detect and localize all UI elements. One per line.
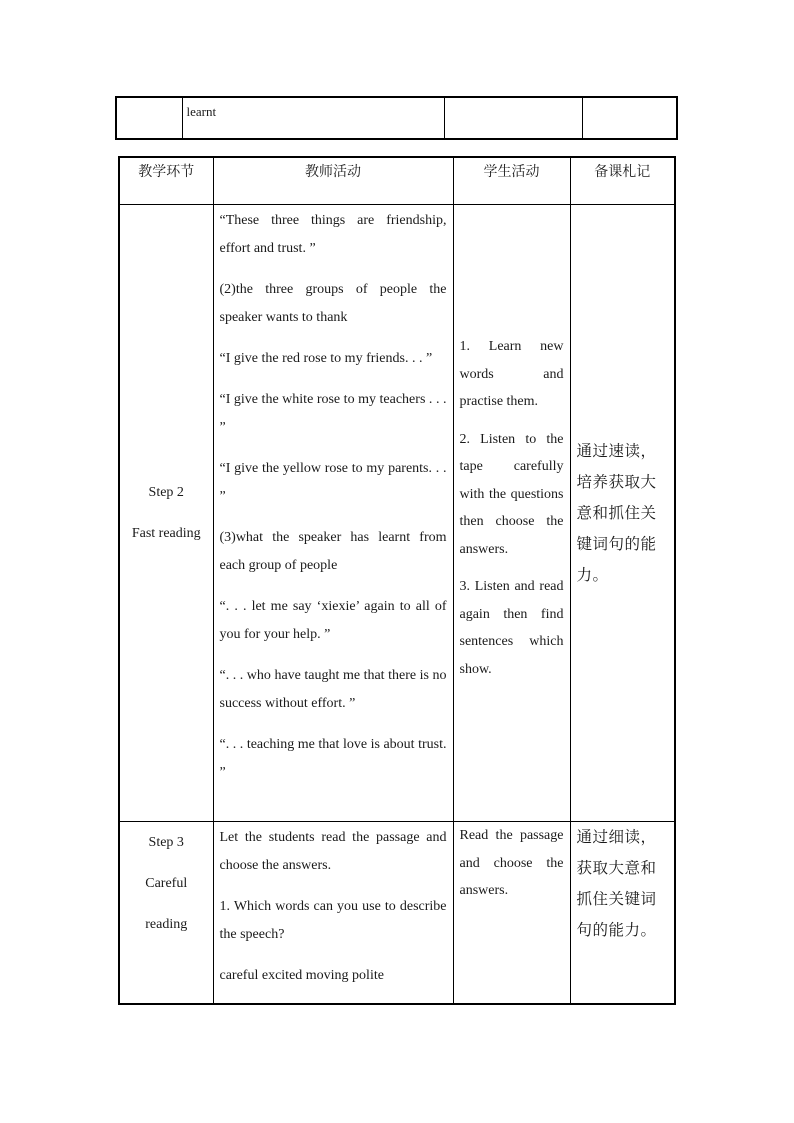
teacher-line: (3)what the speaker has learnt from each group of people [219,530,447,573]
teacher-line: “I give the white rose to my teachers . . . ” [219,392,447,435]
lesson-plan-table [118,156,676,1005]
header-prep-notes: 备课札记 [570,157,675,205]
prep-notes-cell [570,822,675,1005]
stage-cell [119,205,213,822]
teacher-line: 1. Which words can you use to describe the speech? [219,899,447,942]
teacher-activity-cell [213,205,453,822]
header-teacher-activity: 教师活动 [213,157,453,205]
student-activity-cell [453,822,570,1005]
student-line: 3. Listen and read again then find sentences which show. [459,579,564,677]
prep-notes-cell [570,205,675,822]
teacher-line: careful excited moving polite [219,968,384,983]
student-activity-cell [453,205,570,822]
header-teaching-stage: 教学环节 [119,157,213,205]
header-student-activity: 学生活动 [453,157,570,205]
prep-note-text: 通过速读，培养获取大意和抓住关键词句的能力。 [576,441,657,584]
table-row [116,97,677,139]
teacher-line: “I give the red rose to my friends. . . ” [219,351,433,366]
table-cell [444,97,582,139]
teacher-line: Let the students read the passage and choose the answers. [219,830,447,873]
teacher-line: (2)the three groups of people the speaker wants to thank [219,282,447,325]
table-cell: learnt [182,97,444,139]
student-line: 1. Learn new words and practise them. [459,339,564,409]
teacher-line: “. . . who have taught me that there is no success without effort. ” [219,668,447,711]
stage-title: Careful [145,876,188,891]
table-cell [116,97,182,139]
stage-cell [119,822,213,1005]
stage-step: Step 2 [148,485,184,500]
teacher-line: “. . . let me say ‘xiexie’ again to all of you for your help. ” [219,599,447,642]
student-line: Read the passage and choose the answers. [459,828,564,898]
previous-page-table-fragment [115,96,678,140]
student-line: 2. Listen to the tape carefully with the questions then choose the answers. [459,431,564,557]
table-row [119,205,675,822]
teacher-line: “These three things are friendship, effort and trust. ” [219,213,447,256]
stage-step: Step 3 [148,835,184,850]
table-row [119,822,675,1005]
table-header-row [119,157,675,205]
stage-title: reading [145,917,188,932]
teacher-line: “I give the yellow rose to my parents. . . ” [219,461,447,504]
teacher-line: “. . . teaching me that love is about trust. ” [219,737,447,780]
teacher-activity-cell [213,822,453,1005]
table-cell [582,97,677,139]
stage-title: Fast reading [131,526,201,541]
prep-note-text: 通过细读，获取大意和抓住关键词句的能力。 [576,828,657,939]
